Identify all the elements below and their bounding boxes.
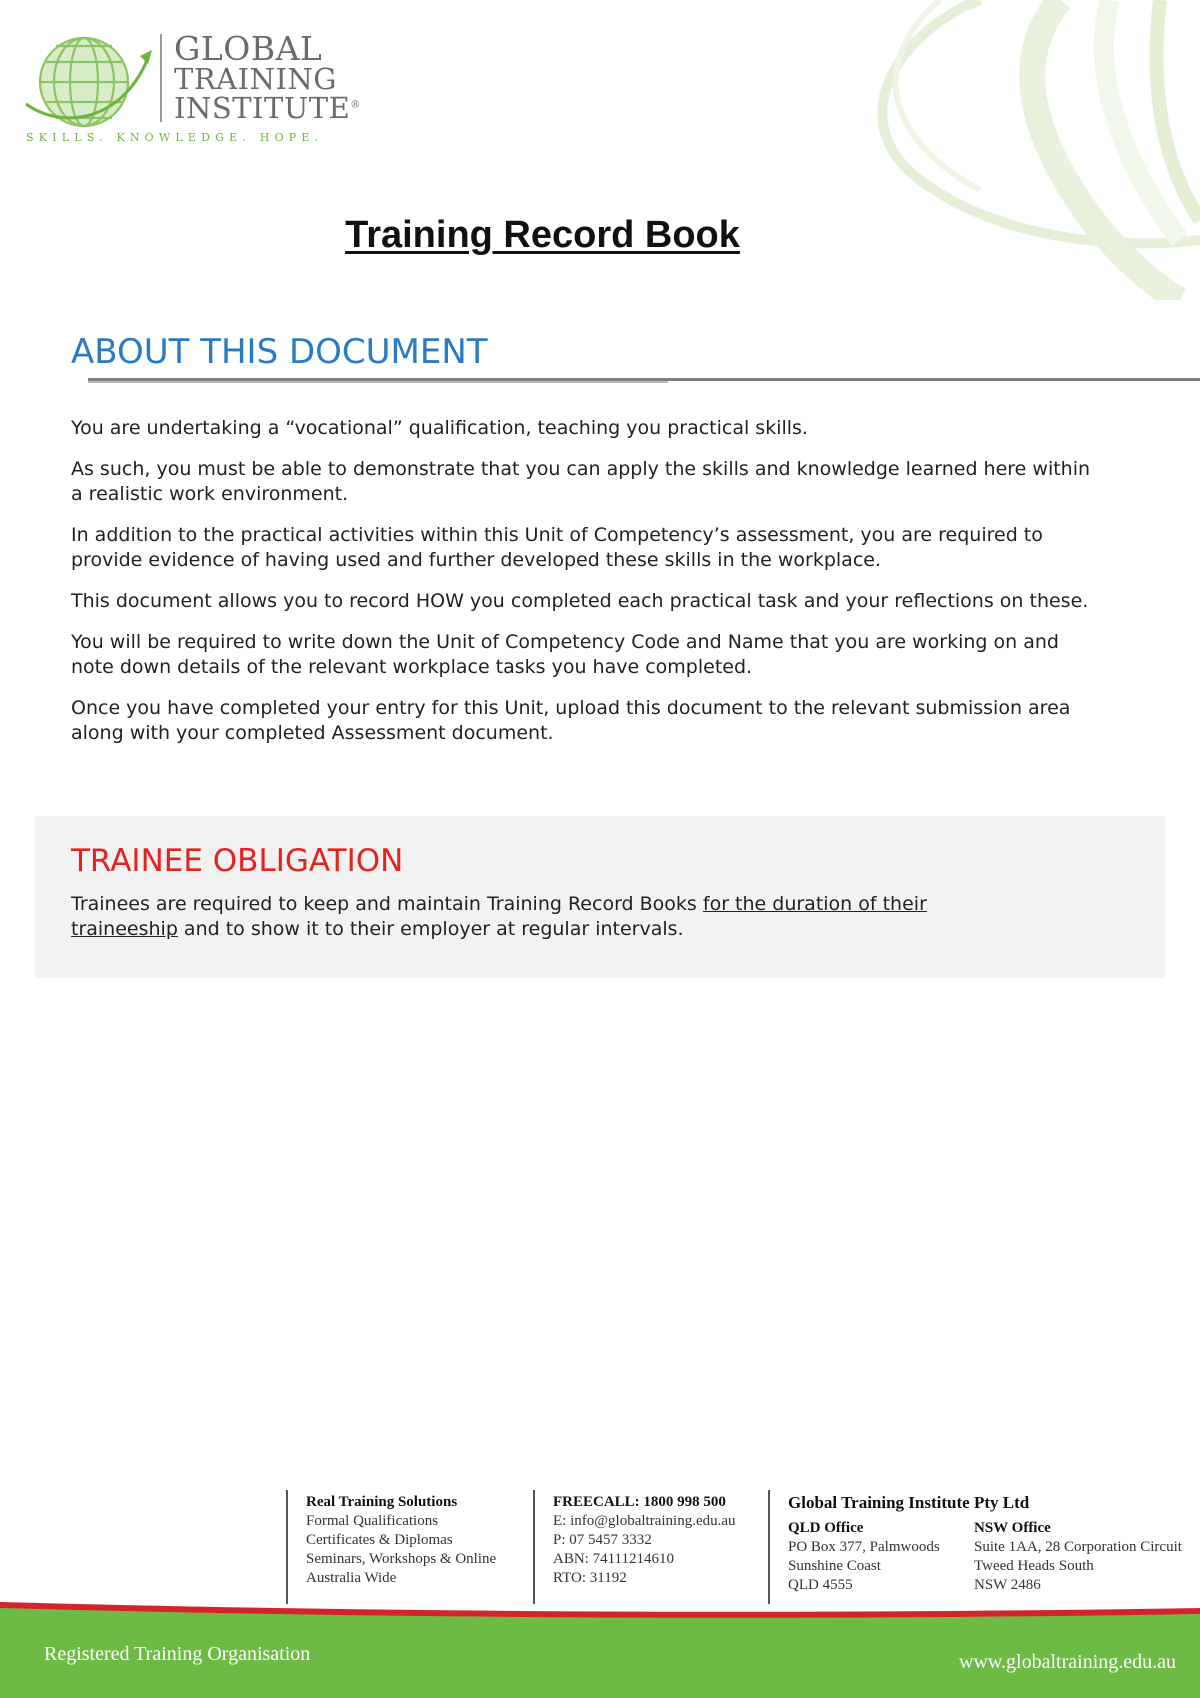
footer-col-solutions: Real Training Solutions Formal Qualifications Certificates & Diplomas Seminars, Workshops & Online Australia Wide [306,1494,497,1586]
about-body [71,416,1091,762]
document-title: Training Record Book [345,214,740,256]
about-paragraph: In addition to the practical activities within this Unit of Competency’s assessment, you are required to provide evidence of having used and further developed these skills in the workplace. [71,524,1043,571]
about-paragraph: You will be required to write down the Unit of Competency Code and Name that you are working on and note down details of the relevant workplace tasks you have completed. [71,631,1059,678]
footer-qld-office: QLD Office PO Box 377, Palmwoods Sunshine Coast QLD 4555 [788,1520,940,1593]
footer-company-name: Global Training Institute Pty Ltd [788,1493,1030,1512]
logo-text-institute: INSTITUTE® [174,91,361,125]
about-heading: ABOUT THIS DOCUMENT [71,332,488,372]
rto-label: Registered Training Organisation [44,1643,311,1665]
about-paragraph: This document allows you to record HOW you completed each practical task and your reflections on these. [71,590,1089,612]
website-link[interactable]: www.globaltraining.edu.au [959,1651,1176,1673]
logo-text-training: TRAINING [174,62,337,96]
obligation-underlined-text: for the duration of their traineeship [71,893,927,940]
logo-tagline: SKILLS. KNOWLEDGE. HOPE. [26,131,324,144]
obligation-text: Trainees are required to keep and maintain Training Record Books for the duration of their traineeship and to show it to their employer at regular intervals. [71,893,927,940]
footer-divider [533,1490,535,1604]
footer-divider [768,1490,770,1604]
about-paragraph: As such, you must be able to demonstrate that you can apply the skills and knowledge learned here within a realistic work environment. [71,458,1091,505]
company-logo [22,29,361,147]
about-paragraph: Once you have completed your entry for this Unit, upload this document to the relevant submission area along with your completed Assessment document. [71,697,1071,744]
footer-nsw-office: NSW Office Suite 1AA, 28 Corporation Circuit Tweed Heads South NSW 2486 [974,1520,1182,1593]
logo-text-global: GLOBAL [174,29,323,68]
footer-col-contact: FREECALL: 1800 998 500 E: info@globaltraining.edu.au P: 07 5457 3332 ABN: 74111214610 RTO: 31192 [553,1494,736,1586]
obligation-heading: TRAINEE OBLIGATION [71,843,404,879]
globe-logo-icon [22,32,152,142]
about-paragraph: You are undertaking a “vocational” qualification, teaching you practical skills. [71,417,808,439]
logo-divider [160,34,162,122]
heading-rule-shadow [88,381,668,383]
footer-divider [286,1490,288,1604]
